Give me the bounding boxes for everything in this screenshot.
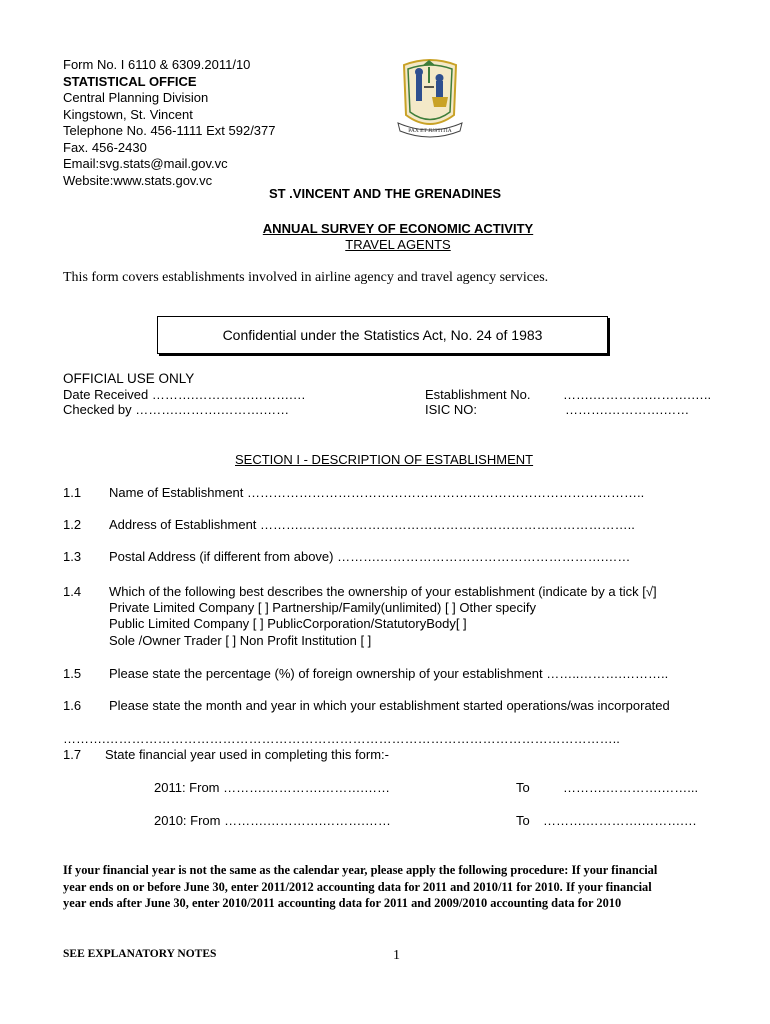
q1-2-number: 1.2 xyxy=(63,517,82,532)
header-block xyxy=(63,57,276,189)
fy-2010-to-label: To xyxy=(516,813,530,828)
note-line-3: year ends after June 30, enter 2010/2011 accounting data for 2011 and 2009/2010 accounting data for 2010 xyxy=(63,896,622,910)
email: Email:svg.stats@mail.gov.vc xyxy=(63,156,228,171)
division-name: Central Planning Division xyxy=(63,90,209,105)
q1-7-question: State financial year used in completing this form:- xyxy=(105,747,389,762)
q1-3-number: 1.3 xyxy=(63,549,82,564)
q1-6-question: Please state the month and year in which your establishment started operations/was incorporated xyxy=(109,698,670,713)
location: Kingstown, St. Vincent xyxy=(63,106,193,122)
section-heading: SECTION I - DESCRIPTION OF ESTABLISHMENT xyxy=(235,452,534,467)
crest-motto: PAX ET JUSTITIA xyxy=(408,128,452,134)
form-number: Form No. I 6110 & 6309.2011/10 xyxy=(63,57,251,72)
fy-2011-from-field[interactable]: 2011: From ……….………….……….…… xyxy=(154,780,390,795)
checked-by-field[interactable]: Checked by ……….……….……….…… xyxy=(63,402,290,417)
q1-1-number: 1.1 xyxy=(63,485,82,500)
date-received-field[interactable]: Date Received ……….………….……….… xyxy=(63,387,306,402)
survey-title: ANNUAL SURVEY OF ECONOMIC ACTIVITY xyxy=(262,221,534,236)
see-explanatory-notes: SEE EXPLANATORY NOTES xyxy=(63,948,217,960)
note-line-1: If your financial year is not the same as the calendar year, please apply the following procedure: If your financial xyxy=(63,863,658,877)
page-number: 1 xyxy=(393,948,400,963)
q1-4-number: 1.4 xyxy=(63,584,82,599)
q1-7-number: 1.7 xyxy=(63,747,82,762)
fy-2011-to-label: To xyxy=(516,780,530,795)
telephone: Telephone No. 456-1111 Ext 592/377 xyxy=(63,123,276,138)
country-title: ST .VINCENT AND THE GRENADINES xyxy=(268,186,502,201)
fy-2010-from-field[interactable]: 2010: From ……….………….……….…… xyxy=(154,813,391,828)
q1-4-question: Which of the following best describes the ownership of your establishment (indicate by a tick [√] xyxy=(109,584,657,599)
establishment-no-field[interactable]: …….………….……….….. xyxy=(563,387,712,402)
q1-5-foreign-ownership-field[interactable]: Please state the percentage (%) of foreign ownership of your establishment ……..……….……….. xyxy=(109,666,669,681)
confidential-notice-box xyxy=(157,316,608,354)
coverage-statement: This form covers establishments involved in airline agency and travel agency services. xyxy=(63,270,549,285)
q1-2-address-field[interactable]: Address of Establishment ……….………………………………………………………………….. xyxy=(109,517,635,532)
confidential-notice: Confidential under the Statistics Act, No. 24 of 1983 xyxy=(222,327,543,343)
office-name: STATISTICAL OFFICE xyxy=(63,73,197,89)
isic-no-field[interactable]: ……….………….…… xyxy=(565,402,690,417)
q1-6-number: 1.6 xyxy=(63,698,82,713)
establishment-no-label: Establishment No. xyxy=(425,387,531,402)
official-use-heading: OFFICIAL USE ONLY xyxy=(63,371,195,386)
sector-title: TRAVEL AGENTS xyxy=(345,237,451,252)
website: Website:www.stats.gov.vc xyxy=(63,172,213,188)
q1-3-postal-field[interactable]: Postal Address (if different from above) ……….…………………………………………….…… xyxy=(109,549,631,564)
note-line-2: year ends on or before June 30, enter 2011/2012 accounting data for 2011 and 2010/11 for 2010. If your financial xyxy=(63,879,652,894)
isic-no-label: ISIC NO: xyxy=(425,402,478,417)
q1-6-answer-field[interactable]: ……….……………………………………………………………………………………………………….. xyxy=(63,731,620,746)
fy-2011-to-field[interactable]: ……….………….……... xyxy=(563,780,699,795)
q1-5-number: 1.5 xyxy=(63,666,82,681)
coat-of-arms-icon xyxy=(396,57,464,143)
ownership-options-row1[interactable]: Private Limited Company [ ] Partnership/Family(unlimited) [ ] Other specify xyxy=(109,600,536,615)
fax: Fax. 456-2430 xyxy=(63,139,147,155)
financial-year-note xyxy=(63,862,657,912)
ownership-options-row2[interactable]: Public Limited Company [ ] PublicCorporation/StatutoryBody[ ] xyxy=(109,616,467,631)
ownership-options-row3[interactable]: Sole /Owner Trader [ ] Non Profit Institution [ ] xyxy=(109,633,372,648)
fy-2010-to-field[interactable]: ……….………….……….… xyxy=(543,813,697,828)
q1-1-name-field[interactable]: Name of Establishment ……………………………………………………………………………….. xyxy=(109,485,645,500)
